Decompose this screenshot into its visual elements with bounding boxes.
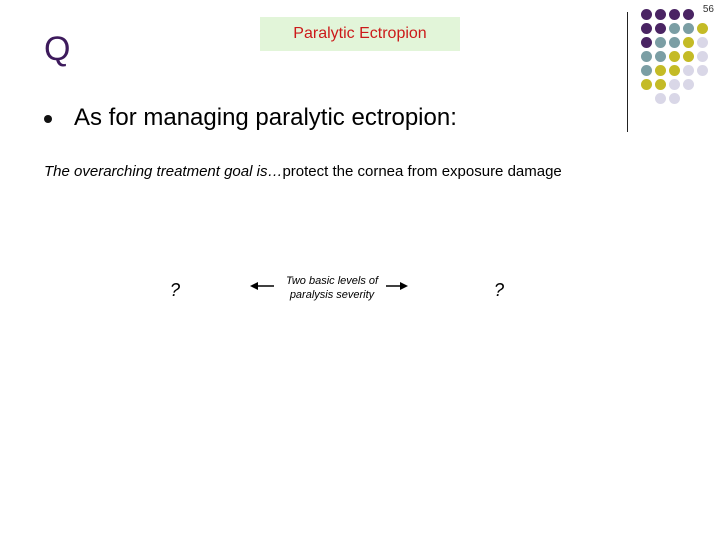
decorative-dot [683, 79, 694, 90]
left-question-mark: ? [170, 280, 181, 300]
decorative-dot [697, 23, 708, 34]
left-arrow-head [250, 282, 258, 290]
decorative-dot [669, 93, 680, 104]
decorative-dot [641, 65, 652, 76]
slide-title: Paralytic Ectropion [293, 25, 427, 42]
decorative-dot [641, 79, 652, 90]
decorative-dot [683, 51, 694, 62]
title-box [260, 17, 460, 51]
treatment-goal [44, 163, 562, 180]
decorative-dot [641, 37, 652, 48]
treatment-goal-prefix: The overarching treatment goal is… [44, 163, 283, 180]
decorative-dot [655, 37, 666, 48]
decorative-dot [683, 65, 694, 76]
decorative-dot [655, 51, 666, 62]
right-arrow-head [400, 282, 408, 290]
bullet-item [44, 104, 457, 132]
decorative-dot [641, 23, 652, 34]
bullet-icon [44, 115, 52, 123]
severity-label: Two basic levels of paralysis severity [285, 275, 379, 301]
bullet-text: As for managing paralytic ectropion: [74, 104, 457, 131]
decorative-dot [683, 9, 694, 20]
divider-line [627, 12, 628, 132]
decorative-dot [655, 9, 666, 20]
decorative-dot [669, 79, 680, 90]
decorative-dot [697, 51, 708, 62]
decorative-dot [655, 65, 666, 76]
decorative-dot [669, 51, 680, 62]
decorative-dot [697, 65, 708, 76]
decorative-dot [641, 9, 652, 20]
decorative-dot [669, 9, 680, 20]
slide-number: 56 [702, 4, 714, 15]
decorative-dot [655, 23, 666, 34]
decorative-dot [641, 51, 652, 62]
q-label: Q [44, 30, 71, 68]
decorative-dot [683, 23, 694, 34]
decorative-dot [669, 37, 680, 48]
decorative-dot [683, 37, 694, 48]
decorative-dot [655, 79, 666, 90]
right-question-mark: ? [494, 280, 505, 300]
decorative-dot [655, 93, 666, 104]
treatment-goal-text: protect the cornea from exposure damage [282, 163, 562, 180]
decorative-dot [669, 65, 680, 76]
decorative-dot [697, 37, 708, 48]
decorative-dot [669, 23, 680, 34]
